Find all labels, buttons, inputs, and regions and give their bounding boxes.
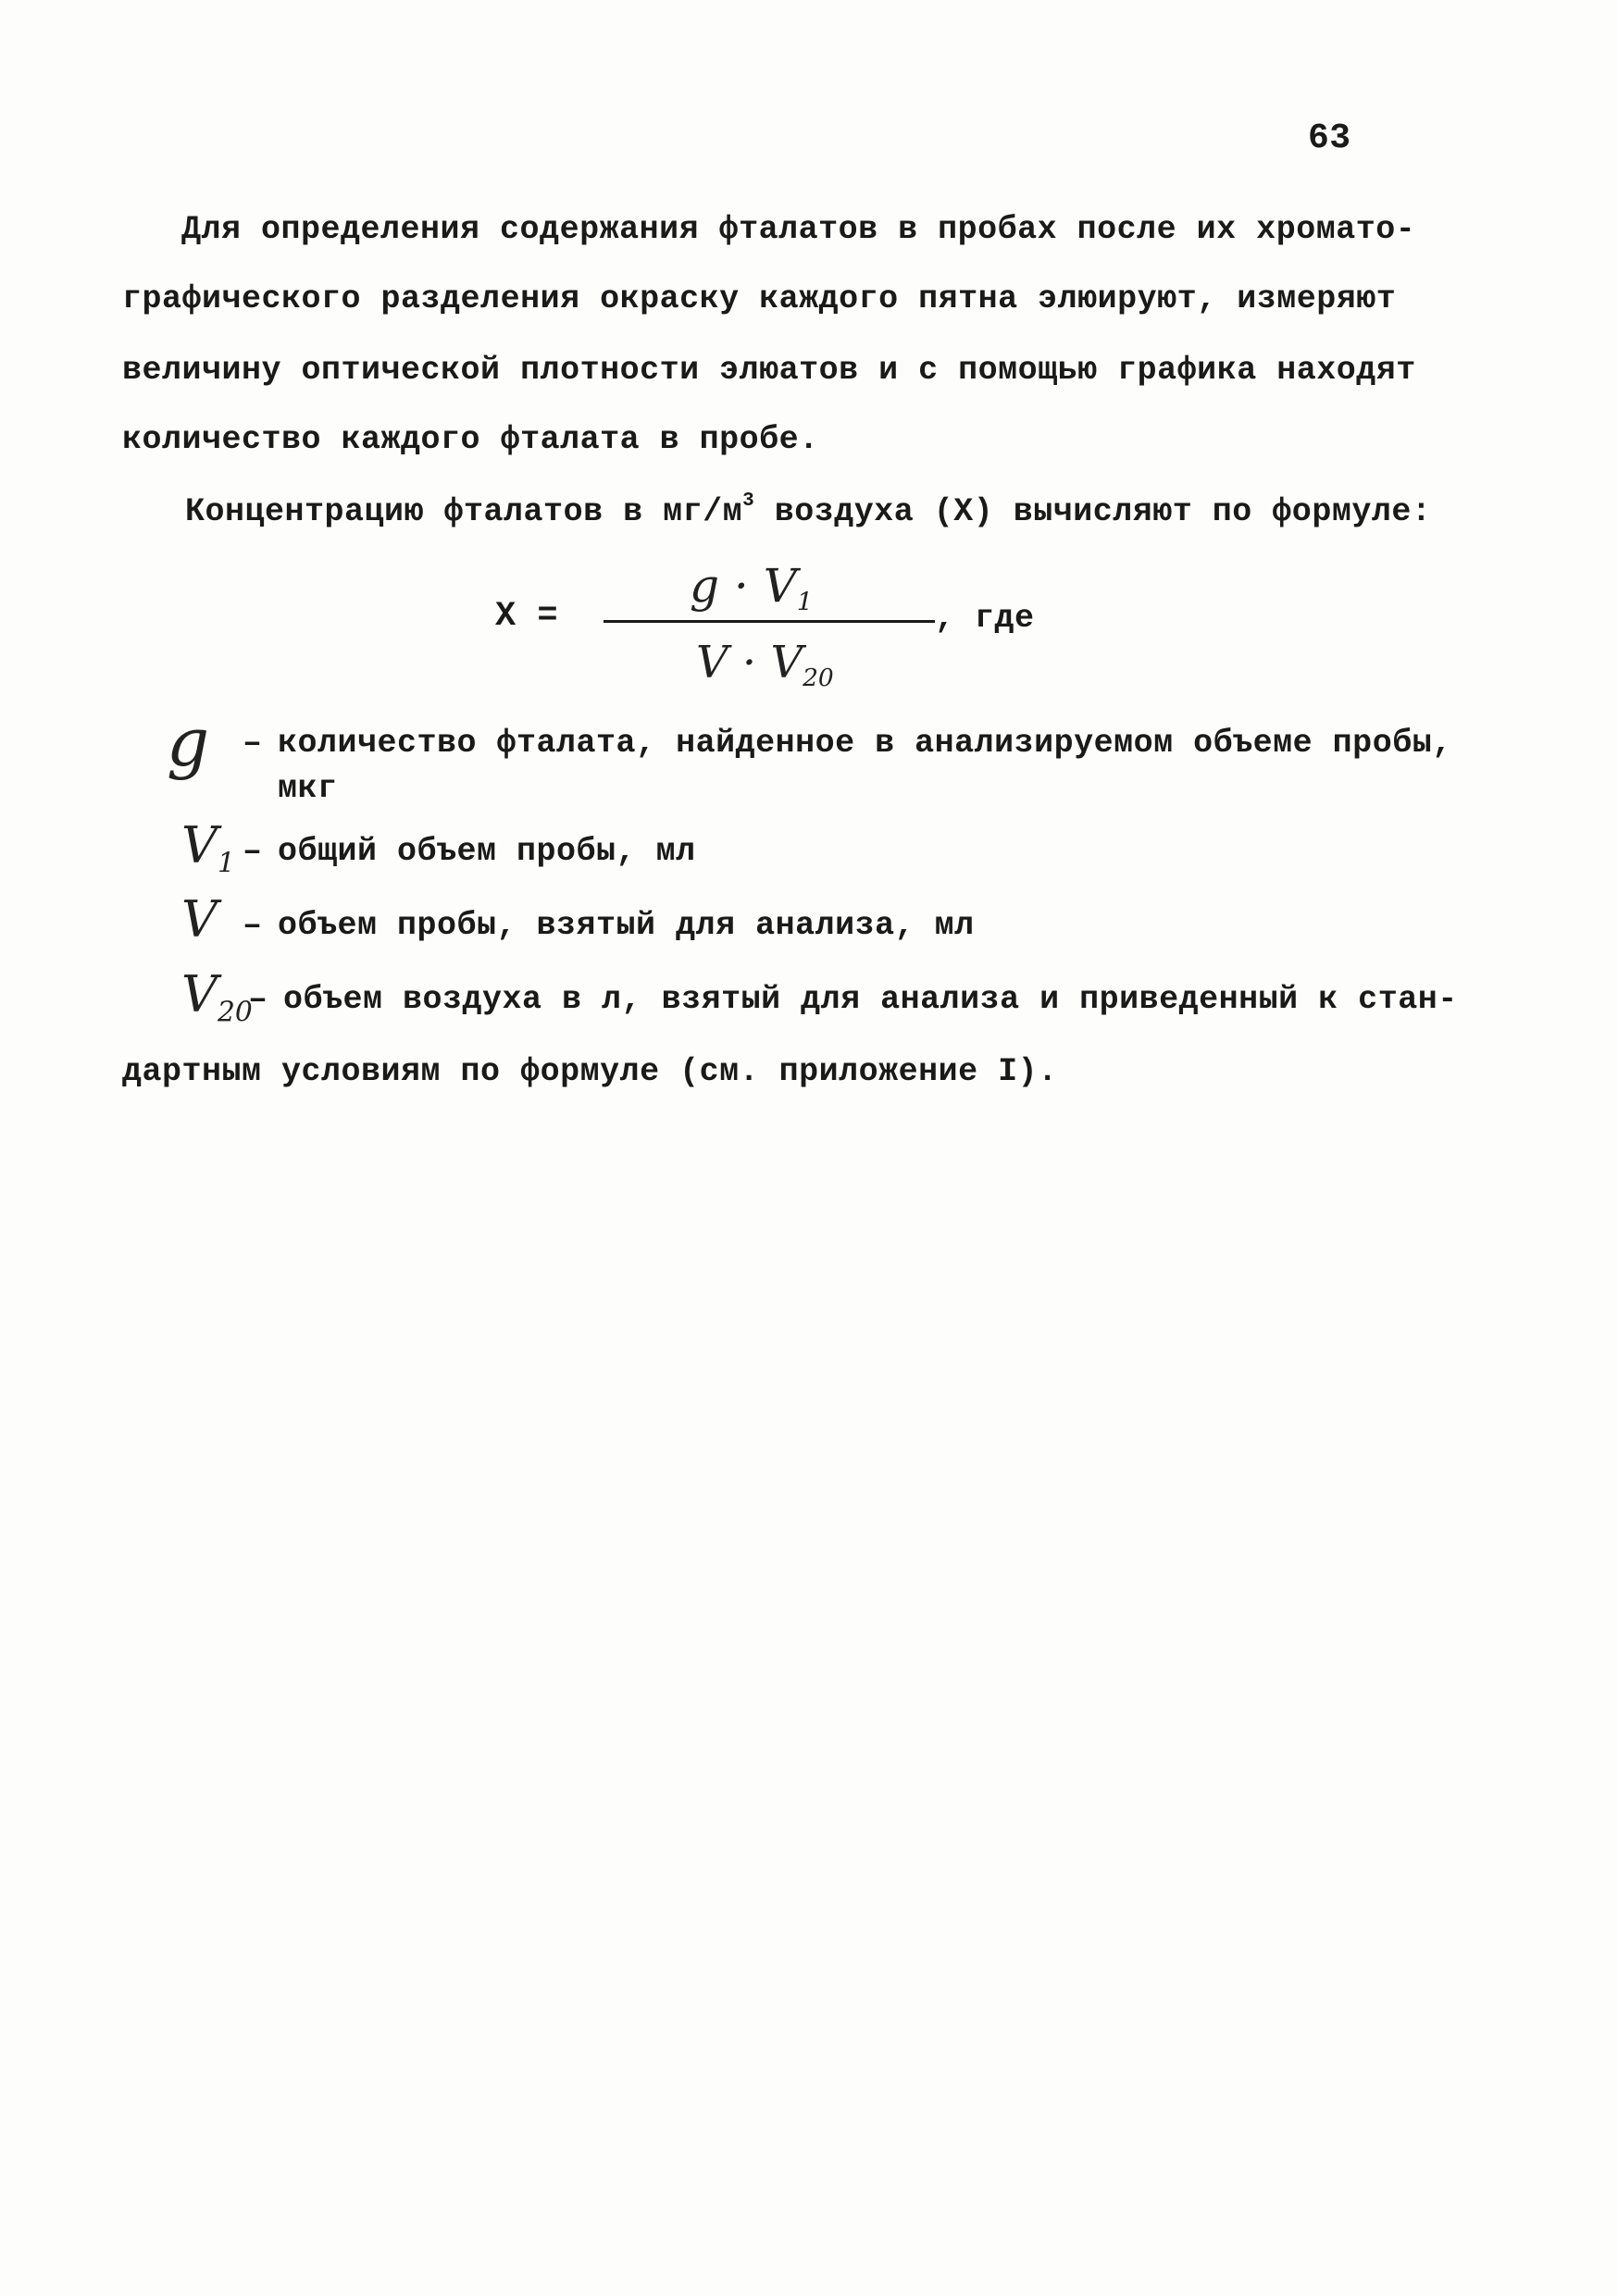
definition-text: объем воздуха в л, взятый для анализа и приведенный к стан- [283, 981, 1458, 1018]
formula-numerator-sub: 1 [796, 587, 814, 617]
formula-numerator [690, 559, 813, 617]
definition-symbol [181, 965, 253, 1028]
formula-denominator-text: V · V [696, 637, 803, 689]
symbol-text: V [181, 890, 218, 949]
definition-continuation: мкг [278, 770, 338, 807]
definition-dash: – [248, 981, 268, 1018]
paragraph-line: величину оптической плотности элюатов и с помощью графика находят [122, 352, 1416, 389]
paragraph-line: графического разделения окраску каждого пятна элюируют, измеряют [122, 280, 1397, 317]
paragraph-2-text-tail: воздуха (X) вычисляют по формуле: [754, 492, 1432, 530]
paragraph-2-text: Концентрацию фталатов в мг/м [185, 492, 743, 530]
definition-text: общий объем пробы, мл [278, 833, 696, 870]
paragraph-line: количество каждого фталата в пробе. [122, 421, 819, 458]
definition-symbol [181, 890, 218, 953]
formula-denominator [696, 637, 834, 692]
symbol-text: V [181, 816, 218, 875]
paragraph-2 [185, 490, 1431, 530]
page-number: 63 [1308, 118, 1351, 158]
symbol-text: g [167, 703, 210, 781]
definition-text: количество фталата, найденное в анализируемом объеме пробы, [278, 725, 1452, 762]
superscript: 3 [742, 490, 755, 512]
definition-symbol [181, 816, 235, 879]
definition-dash: – [243, 725, 263, 762]
formula-suffix: , где [935, 600, 1035, 637]
definition-dash: – [243, 833, 263, 870]
paragraph-line: Для определения содержания фталатов в пробах после их хромато- [181, 211, 1416, 248]
definition-symbol [167, 703, 209, 788]
definition-dash: – [243, 907, 263, 944]
definition-text: объем пробы, взятый для анализа, мл [278, 907, 975, 944]
symbol-text: V [181, 965, 218, 1024]
symbol-sub: 1 [218, 847, 235, 880]
formula-denominator-sub: 20 [803, 664, 834, 693]
fraction-bar [604, 620, 935, 623]
formula-lhs: X = [495, 597, 559, 636]
formula-numerator-text: g · V [690, 559, 797, 613]
definition-continuation: дартным условиям по формуле (см. приложение I). [122, 1053, 1058, 1090]
symbol-sub: 20 [218, 996, 253, 1029]
